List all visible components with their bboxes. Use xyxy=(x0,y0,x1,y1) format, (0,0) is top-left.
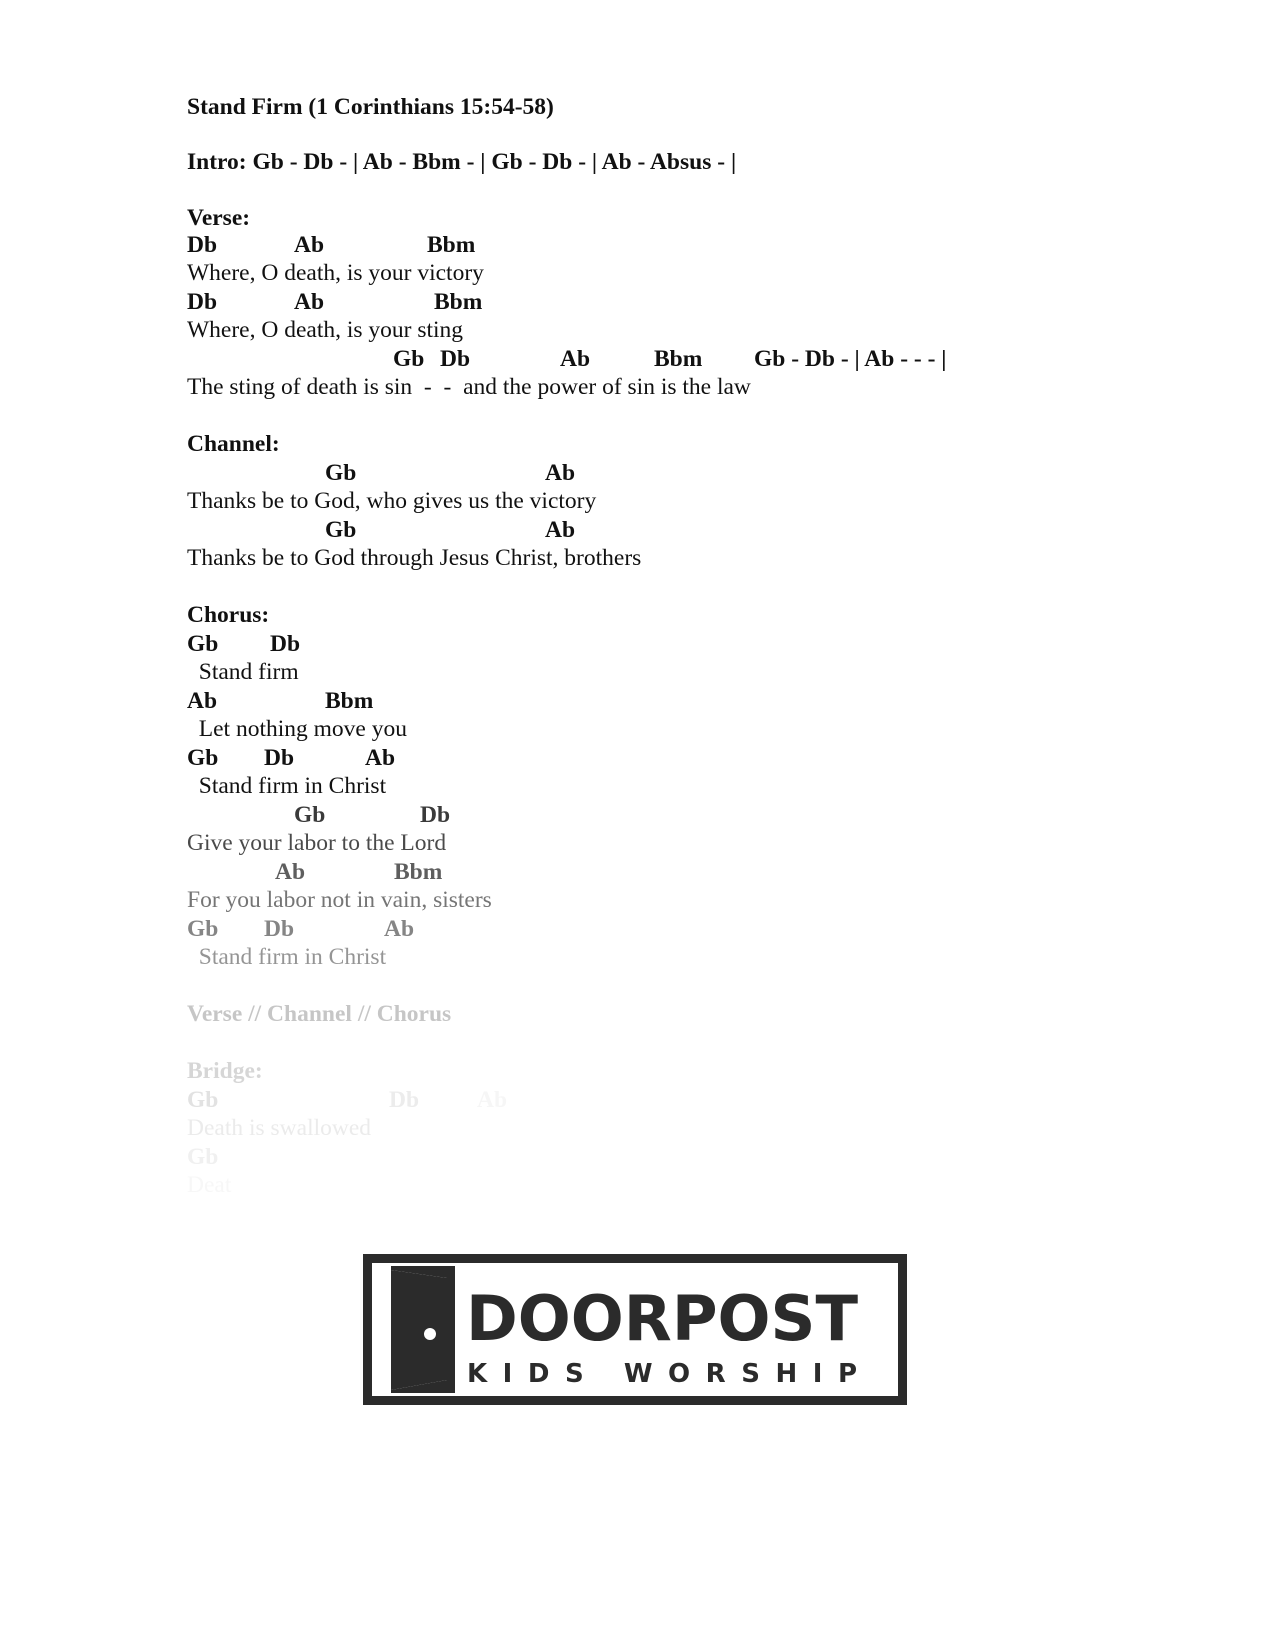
doorpost-kids-worship-logo xyxy=(363,1254,907,1405)
chord: Ab xyxy=(384,916,415,942)
chord: Ab xyxy=(187,688,218,714)
chord: Db xyxy=(389,1087,420,1113)
verse-heading: Verse: xyxy=(187,205,251,231)
chord: Gb xyxy=(187,745,219,771)
logo-wordmark: DOORPOST xyxy=(466,1282,858,1355)
chorus-heading: Chorus: xyxy=(187,602,270,628)
logo-tagline: KIDS WORSHIP xyxy=(467,1359,857,1389)
chord: Ab xyxy=(545,460,576,486)
chord: Db xyxy=(440,346,471,372)
lyric-line: Thanks be to God, who gives us the victory xyxy=(187,488,597,514)
chord: Bbm xyxy=(325,688,374,714)
chord: Ab xyxy=(477,1087,508,1113)
chord: Ab xyxy=(545,517,576,543)
chord: Gb xyxy=(187,1087,219,1113)
chord: Ab xyxy=(294,289,325,315)
chord: Db xyxy=(420,802,451,828)
door-panel-icon xyxy=(391,1270,447,1390)
chord: Db xyxy=(264,745,295,771)
song-structure: Verse // Channel // Chorus xyxy=(187,1001,452,1027)
lyric-line: The sting of death is sin - - and the power of sin is the law xyxy=(187,374,751,400)
chord: Gb xyxy=(393,346,425,372)
chord: Gb - Db - | Ab - - - | xyxy=(754,346,947,372)
chord: Bbm xyxy=(394,859,443,885)
chord: Gb xyxy=(187,1144,219,1170)
chord: Bbm xyxy=(427,232,476,258)
lyric-line: Deat xyxy=(187,1172,232,1198)
lyric-line: Stand firm xyxy=(187,659,299,685)
lyric-line: Where, O death, is your victory xyxy=(187,260,484,286)
bridge-heading: Bridge: xyxy=(187,1058,263,1084)
chord: Ab xyxy=(275,859,306,885)
chord: Db xyxy=(264,916,295,942)
lyric-line: Death is swallowed xyxy=(187,1115,372,1141)
chord: Gb xyxy=(294,802,326,828)
chord: Bbm xyxy=(654,346,703,372)
chord: Db xyxy=(270,631,301,657)
lyric-line: For you labor not in vain, sisters xyxy=(187,887,492,913)
chord: Gb xyxy=(325,517,357,543)
chord: Db xyxy=(187,232,218,258)
chord: Gb xyxy=(325,460,357,486)
lyric-line: Give your labor to the Lord xyxy=(187,830,447,856)
lyric-line: Let nothing move you xyxy=(187,716,407,742)
channel-heading: Channel: xyxy=(187,431,280,457)
lyric-line: Stand firm in Christ xyxy=(187,944,387,970)
intro-line: Intro: Gb - Db - | Ab - Bbm - | Gb - Db - | Ab - Absus - | xyxy=(187,149,737,175)
chord: Bbm xyxy=(434,289,483,315)
lyric-line: Stand firm in Christ xyxy=(187,773,387,799)
door-knob-icon xyxy=(424,1328,436,1340)
lyric-line: Thanks be to God through Jesus Christ, brothers xyxy=(187,545,642,571)
chord: Ab xyxy=(365,745,396,771)
lyric-line: Where, O death, is your sting xyxy=(187,317,464,343)
song-title: Stand Firm (1 Corinthians 15:54-58) xyxy=(187,94,554,120)
chord: Ab xyxy=(294,232,325,258)
chord: Gb xyxy=(187,916,219,942)
chord: Db xyxy=(187,289,218,315)
chord: Gb xyxy=(187,631,219,657)
chord: Ab xyxy=(560,346,591,372)
